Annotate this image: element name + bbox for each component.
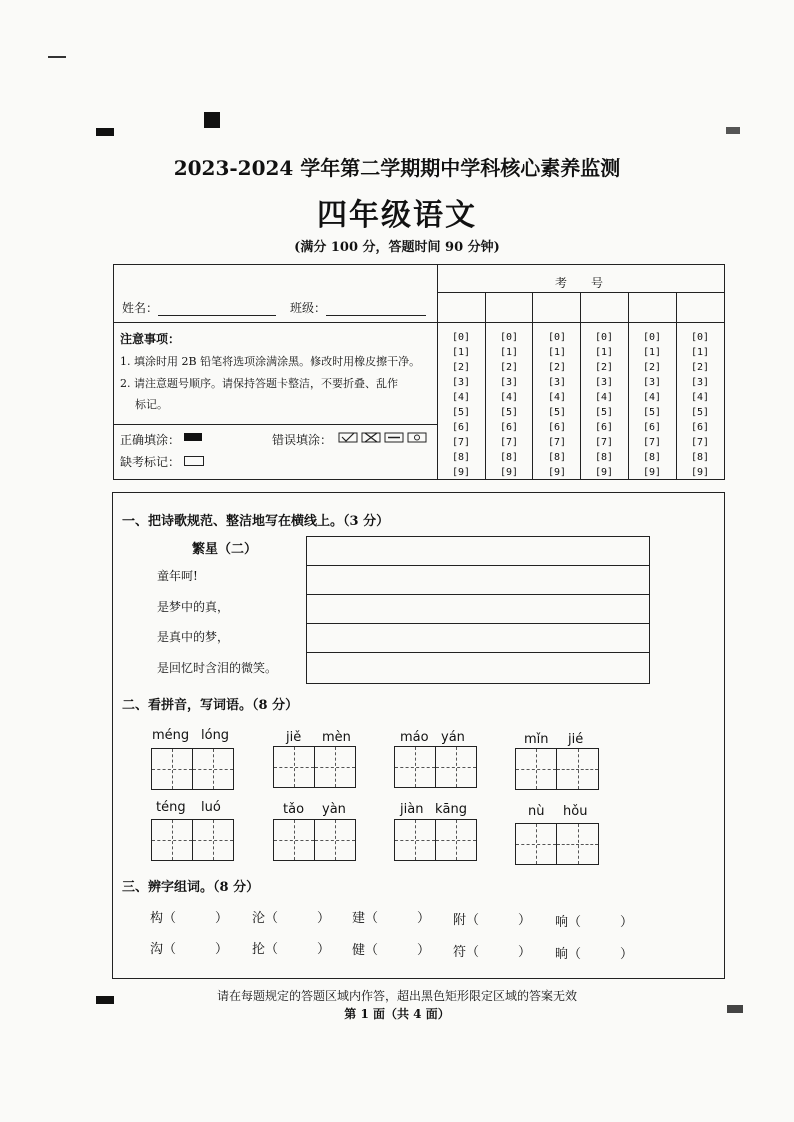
bubble-option[interactable]: [2] [451, 362, 471, 373]
exam-no-col [580, 292, 581, 479]
bubble-option[interactable]: [0] [642, 332, 662, 343]
pinyin: jié [568, 732, 584, 747]
bubble-option[interactable]: [3] [594, 377, 614, 388]
class-line [326, 301, 426, 316]
bubble-option[interactable]: [3] [642, 377, 662, 388]
bubble-option[interactable]: [3] [690, 377, 710, 388]
class-label: 班级： [290, 301, 327, 315]
char-item[interactable]: 附（ ） [453, 913, 532, 928]
bubble-option[interactable]: [6] [499, 422, 519, 433]
bubble-option[interactable]: [0] [690, 332, 710, 343]
subject-title: 四年级语文 [317, 198, 477, 233]
wrong-fill-label: 错误填涂： [272, 433, 333, 447]
bubble-option[interactable]: [1] [451, 347, 471, 358]
bubble-option[interactable]: [5] [642, 407, 662, 418]
pinyin: jiě [286, 730, 302, 745]
bubble-option[interactable]: [8] [690, 452, 710, 463]
pinyin: máo [400, 730, 429, 745]
correct-fill-sample [184, 433, 202, 441]
answer-area-warning: 请在每题规定的答题区域内作答，超出黑色矩形限定区域的答案无效 [216, 989, 577, 1003]
char-item[interactable]: 沟（ ） [150, 942, 229, 957]
name-field[interactable] [122, 299, 276, 316]
pinyin: hǒu [563, 804, 588, 819]
pinyin: luó [201, 800, 221, 815]
char-item[interactable]: 构（ ） [150, 911, 229, 926]
word-box-6[interactable] [273, 819, 356, 861]
info-divider [437, 265, 438, 479]
bubble-option[interactable]: [9] [547, 467, 567, 478]
word-box-5[interactable] [151, 819, 234, 861]
exam-no-bubbles-2[interactable] [489, 330, 529, 480]
exam-no-label: 考 号 [555, 276, 604, 290]
bubble-option[interactable]: [7] [690, 437, 710, 448]
char-item[interactable]: 建（ ） [352, 911, 431, 926]
info-row-line [114, 424, 437, 425]
pinyin: lóng [201, 728, 230, 743]
section1-title: 一、把诗歌规范、整洁地写在横线上。（3 分） [122, 514, 390, 529]
section3-title: 三、辨字组词。（8 分） [122, 880, 260, 895]
wrong-fill-samples [338, 430, 430, 444]
pinyin: méng [152, 728, 190, 743]
pinyin: yàn [322, 802, 346, 817]
bubble-option[interactable]: [2] [642, 362, 662, 373]
info-row-line [114, 322, 437, 323]
correct-fill-label: 正确填涂： [120, 433, 181, 447]
word-box-1[interactable] [151, 748, 234, 790]
bubble-option[interactable]: [5] [547, 407, 567, 418]
pinyin: kāng [435, 802, 467, 817]
bubble-option[interactable]: [2] [690, 362, 710, 373]
name-line [158, 301, 276, 316]
bubble-option[interactable]: [7] [594, 437, 614, 448]
bubble-option[interactable]: [6] [547, 422, 567, 433]
bubble-option[interactable]: [7] [499, 437, 519, 448]
class-field[interactable] [290, 299, 426, 316]
writing-line[interactable] [307, 624, 649, 653]
pinyin: téng [156, 800, 186, 815]
bubble-option[interactable]: [0] [547, 332, 567, 343]
bubble-option[interactable]: [4] [499, 392, 519, 403]
bubble-option[interactable]: [5] [594, 407, 614, 418]
bubble-option[interactable]: [0] [594, 332, 614, 343]
bubble-option[interactable]: [0] [499, 332, 519, 343]
pinyin: tǎo [283, 802, 305, 817]
bubble-option[interactable]: [2] [547, 362, 567, 373]
section2-title: 二、看拼音，写词语。（8 分） [122, 698, 299, 713]
pinyin: jiàn [400, 802, 424, 817]
pinyin: yán [441, 730, 465, 745]
absent-mark-box[interactable] [184, 456, 204, 466]
poem-title: 繁星（二） [192, 542, 258, 557]
bubble-option[interactable]: [6] [642, 422, 662, 433]
bubble-option[interactable]: [3] [547, 377, 567, 388]
name-label: 姓名： [122, 301, 159, 315]
char-item[interactable]: 沦（ ） [252, 911, 331, 926]
notice-2-cont: 标记。 [135, 398, 168, 411]
char-item[interactable]: 响（ ） [555, 915, 634, 930]
bubble-option[interactable]: [5] [499, 407, 519, 418]
bubble-option[interactable]: [5] [451, 407, 471, 418]
bubble-option[interactable]: [1] [690, 347, 710, 358]
poem-line-3: 是真中的梦， [157, 630, 230, 644]
exam-no-bubbles-1[interactable] [441, 330, 481, 480]
pinyin: mǐn [524, 732, 549, 747]
bubble-option[interactable]: [1] [499, 347, 519, 358]
bubble-option[interactable]: [7] [642, 437, 662, 448]
exam-no-bubbles-3[interactable] [537, 330, 577, 480]
registration-mark-left-top [96, 128, 114, 136]
bubble-option[interactable]: [9] [642, 467, 662, 478]
bubble-option[interactable]: [1] [642, 347, 662, 358]
char-item[interactable]: 晌（ ） [555, 947, 634, 962]
poem-writing-area[interactable] [306, 536, 650, 684]
bubble-option[interactable]: [6] [451, 422, 471, 433]
scan-edge-mark [48, 56, 66, 58]
page-number: 第 1 面（共 4 面） [344, 1007, 450, 1021]
bubble-option[interactable]: [5] [690, 407, 710, 418]
exam-no-bubbles-6[interactable] [680, 330, 720, 480]
bubble-option[interactable]: [4] [547, 392, 567, 403]
bubble-option[interactable]: [7] [451, 437, 471, 448]
char-item[interactable]: 抡（ ） [252, 942, 331, 957]
bubble-option[interactable]: [9] [690, 467, 710, 478]
bubble-option[interactable]: [2] [594, 362, 614, 373]
bubble-option[interactable]: [3] [499, 377, 519, 388]
bubble-option[interactable]: [6] [690, 422, 710, 433]
bubble-option[interactable]: [1] [547, 347, 567, 358]
bubble-option[interactable]: [2] [499, 362, 519, 373]
bubble-option[interactable]: [1] [594, 347, 614, 358]
poem-line-2: 是梦中的真， [157, 600, 230, 614]
word-box-4[interactable] [515, 748, 599, 790]
word-box-2[interactable] [273, 746, 356, 788]
writing-line[interactable] [307, 595, 649, 624]
notice-2: 2. 请注意题号顺序。请保持答题卡整洁，不要折叠、乱作 [120, 377, 398, 390]
word-box-7[interactable] [394, 819, 477, 861]
writing-line[interactable] [307, 653, 649, 682]
exam-no-col [532, 292, 533, 479]
notice-title: 注意事项： [120, 332, 181, 346]
exam-no-bubbles-5[interactable] [632, 330, 672, 480]
bubble-option[interactable]: [3] [451, 377, 471, 388]
bubble-option[interactable]: [8] [594, 452, 614, 463]
bubble-option[interactable]: [9] [499, 467, 519, 478]
exam-title: 2023-2024 学年第二学期期中学科核心素养监测 [173, 156, 621, 180]
poem-line-1: 童年呵! [157, 569, 198, 583]
wrong-sample-circle [408, 433, 426, 442]
writing-line[interactable] [307, 566, 649, 595]
exam-no-bubbles-4[interactable] [584, 330, 624, 480]
word-box-8[interactable] [515, 823, 599, 865]
exam-no-col [676, 292, 677, 479]
registration-mark-top [204, 112, 220, 128]
bubble-option[interactable]: [9] [594, 467, 614, 478]
registration-mark-right-top [726, 127, 740, 134]
writing-line[interactable] [307, 537, 649, 566]
poem-line-4: 是回忆时含泪的微笑。 [157, 661, 278, 675]
exam-no-col [485, 292, 486, 479]
bubble-option[interactable]: [9] [451, 467, 471, 478]
notice-1: 1. 填涂时用 2B 铅笔将选项涂满涂黑。修改时用橡皮擦干净。 [120, 355, 421, 368]
bubble-option[interactable]: [7] [547, 437, 567, 448]
char-item[interactable]: 健（ ） [352, 943, 431, 958]
bubble-option[interactable]: [8] [642, 452, 662, 463]
bubble-option[interactable]: [6] [594, 422, 614, 433]
bubble-option[interactable]: [4] [451, 392, 471, 403]
bubble-option[interactable]: [4] [594, 392, 614, 403]
bubble-option[interactable]: [4] [690, 392, 710, 403]
absent-mark-label: 缺考标记： [120, 455, 181, 469]
exam-score-time: (满分 100 分，答题时间 90 分钟) [294, 240, 500, 255]
bubble-option[interactable]: [8] [547, 452, 567, 463]
bubble-option[interactable]: [8] [451, 452, 471, 463]
bubble-option[interactable]: [0] [451, 332, 471, 343]
word-box-3[interactable] [394, 746, 477, 788]
bubble-option[interactable]: [8] [499, 452, 519, 463]
bubble-option[interactable]: [4] [642, 392, 662, 403]
pinyin: mèn [322, 730, 351, 745]
char-item[interactable]: 符（ ） [453, 945, 532, 960]
pinyin: nù [528, 804, 545, 819]
exam-no-col [628, 292, 629, 479]
